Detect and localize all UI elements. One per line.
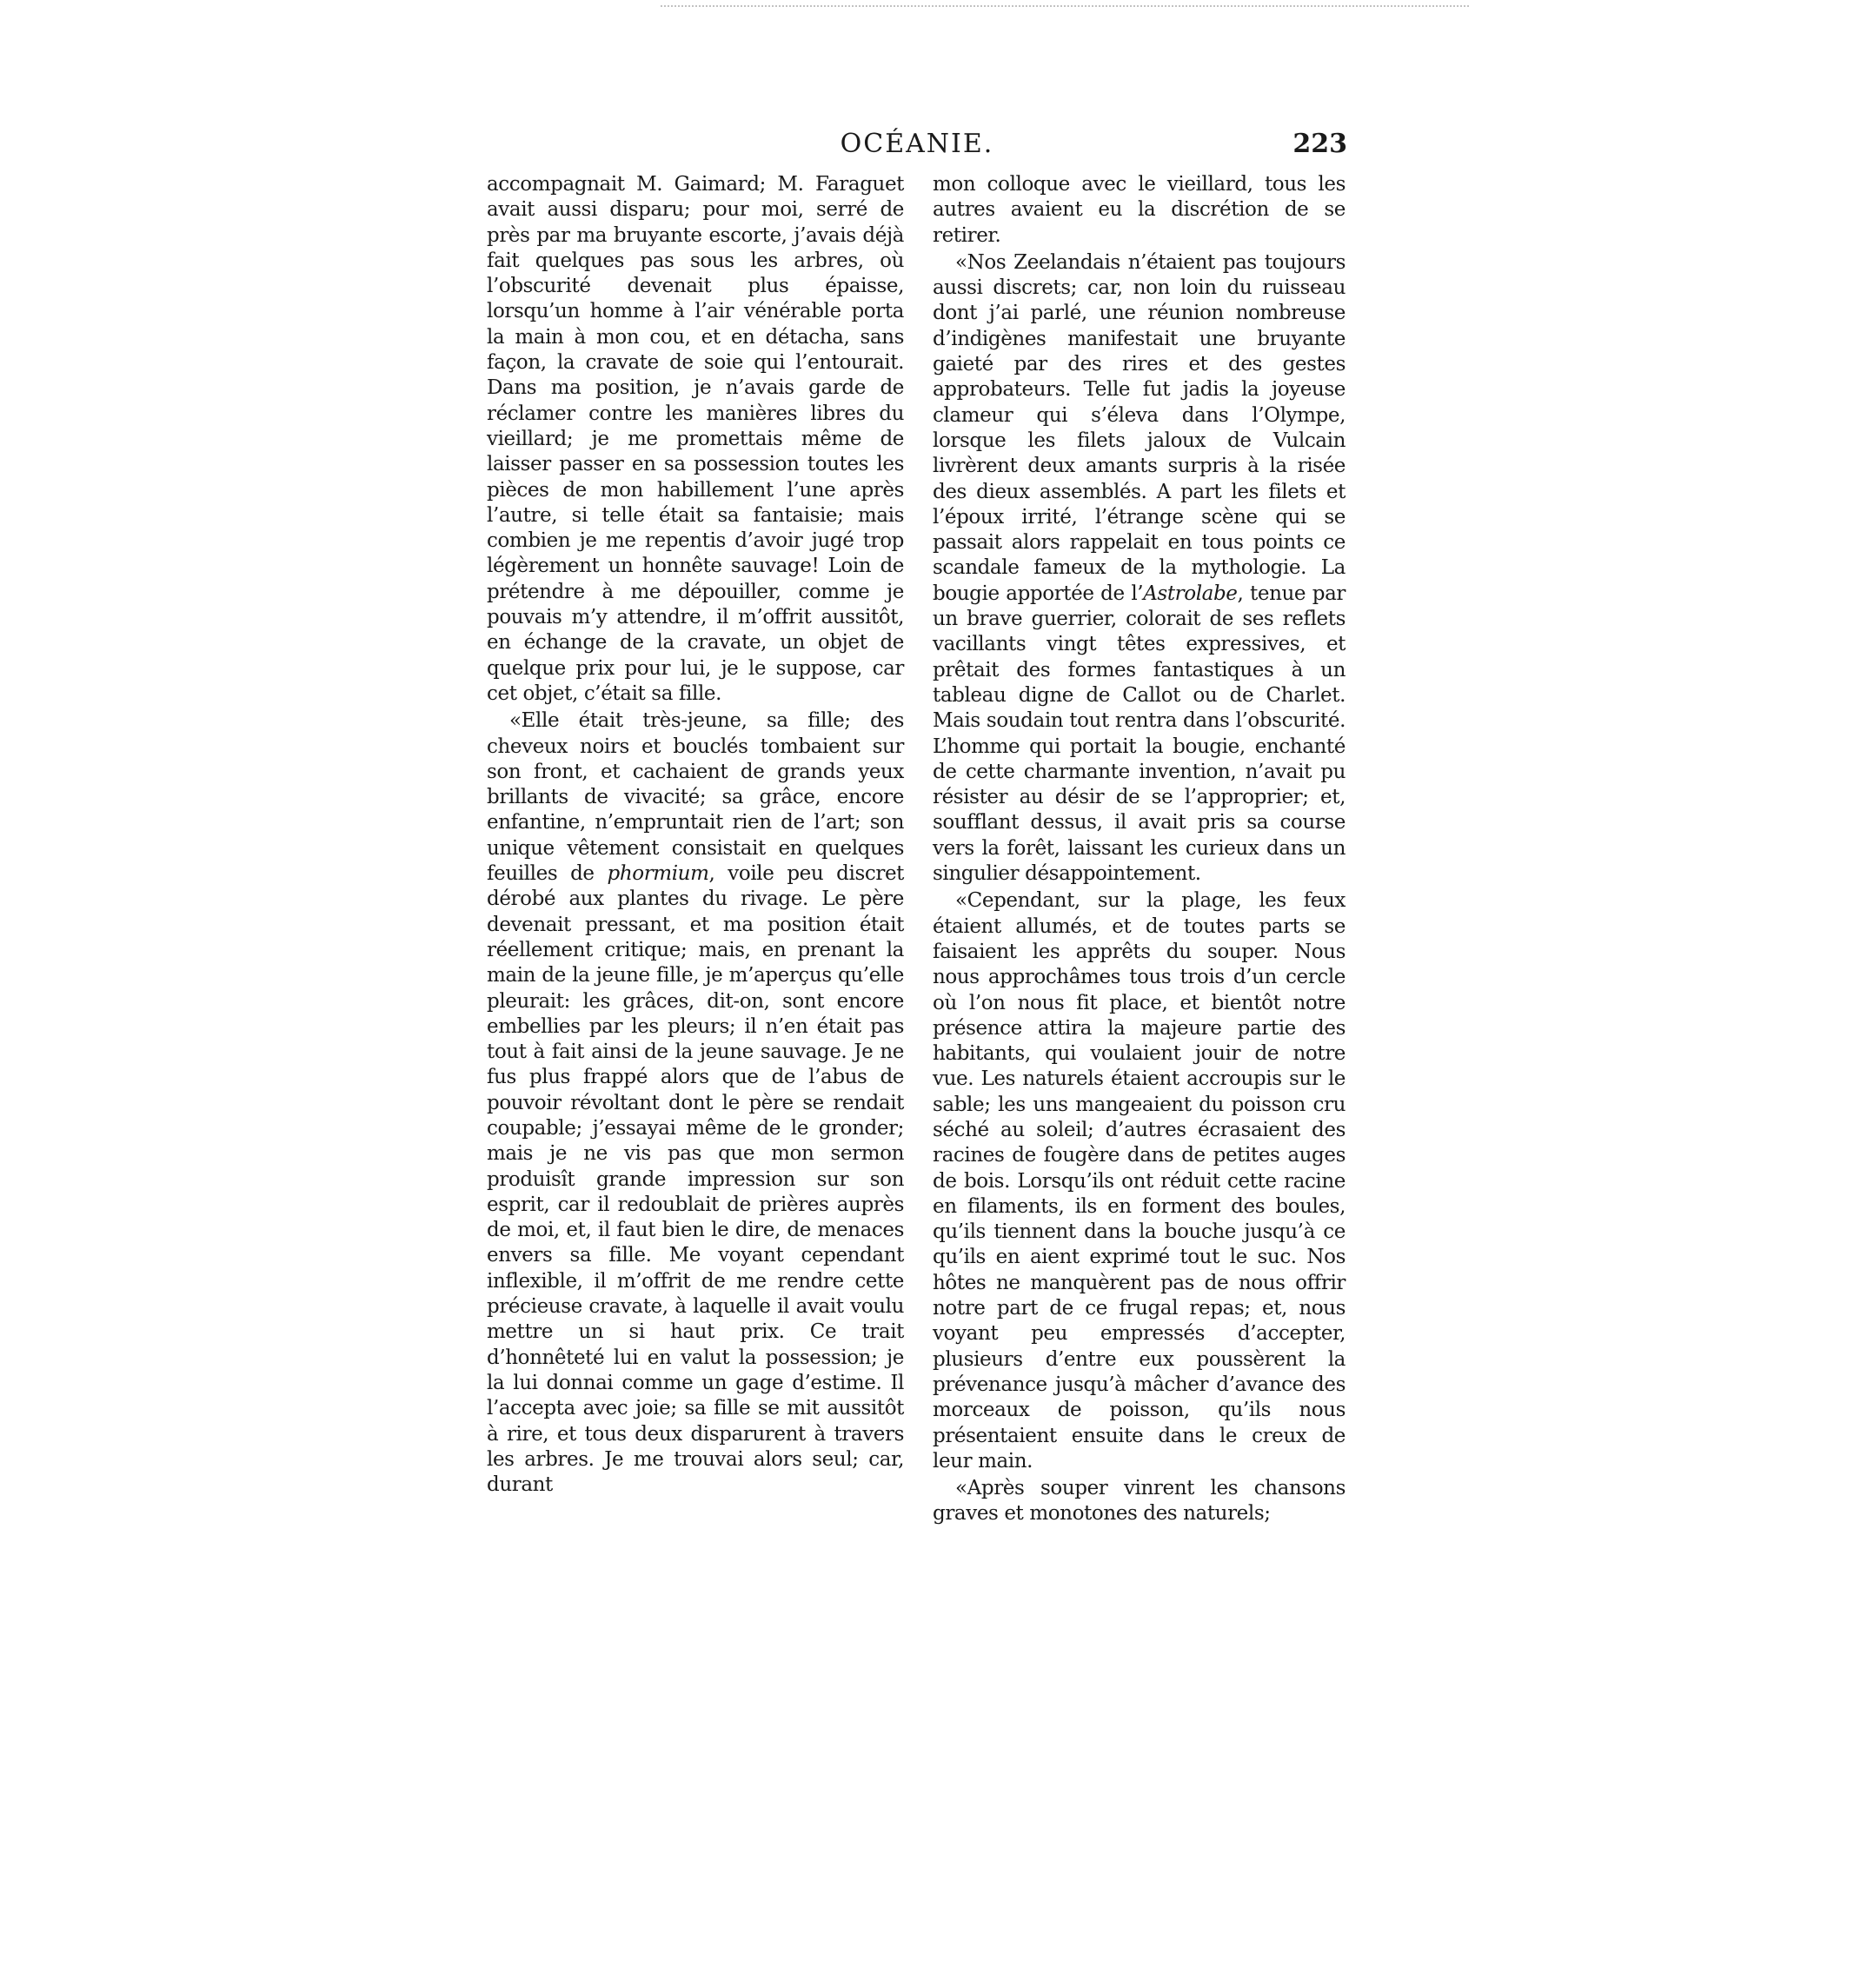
paragraph — [933, 250, 1346, 887]
paragraph-text: , tenue par un brave guerrier, colorait de ses reflets vacillants vingt têtes expressives, et prêtait des formes fantastiques à un tableau digne de Callot ou de Charlet. Mais soudain tout rentra dans l’obscurité. L’homme qui portait la bougie, enchanté de cette charmante invention, n’avait pu résister au désir de se l’approprier; et, soufflant dessus, il avait pris sa course vers la forêt, laissant les curieux dans un singulier désappointement. — [933, 582, 1346, 886]
text-column-right — [933, 172, 1346, 1529]
running-title: OCÉANIE. — [840, 129, 994, 159]
page-header — [487, 127, 1347, 169]
paragraph: mon colloque avec le vieillard, tous les autres avaient eu la discrétion de se retirer. — [933, 173, 1346, 247]
italic-term: Astrolabe — [1143, 582, 1238, 605]
page-number: 223 — [1292, 129, 1347, 159]
italic-term: phormium — [607, 862, 709, 886]
scan-artifact-dots — [661, 5, 1469, 16]
text-column-left — [487, 172, 904, 1499]
paragraph-text: «Elle était très-jeune, sa fille; des cheveux noirs et bouclés tombaient sur son front, et cachaient de grands yeux brillants de vivacité; sa grâce, encore enfantine, n’empruntait rien de l’art; son unique vêtement consistait en quelques feuilles de — [487, 709, 904, 886]
paragraph-text: , voile peu discret dérobé aux plantes du rivage. Le père devenait pressant, et ma position était réellement critique; mais, en prenant la main de la jeune fille, je m’aperçus qu’elle pleurait: les grâces, dit-on, sont encore embellies par les pleurs; il n’en était pas tout à fait ainsi de la jeune sauvage. Je ne fus plus frappé alors que de l’abus de pouvoir révoltant dont le père se rendait coupable; j’essayai même de le gronder; mais je ne vis pas que mon sermon produisît grande impression sur son esprit, car il redoublait de prières auprès de moi, et, il faut bien le dire, de menaces envers sa fille. Me voyant cependant inflexible, il m’offrit de me rendre cette précieuse cravate, à laquelle il avait voulu mettre un si haut prix. Ce trait d’honnêteté lui en valut la possession; je la lui donnai comme un gage d’estime. Il l’accepta avec joie; sa fille se mit aussitôt à rire, et tous deux disparurent à travers les arbres. Je me trouvai alors seul; car, durant — [487, 862, 904, 1497]
paragraph: accompagnait M. Gaimard; M. Faraguet avait aussi disparu; pour moi, serré de près par ma bruyante escorte, j’avais déjà fait quelques pas sous les arbres, où l’obscurité devenait plus épaisse, lorsqu’un homme à l’air vénérable porta la main à mon cou, et en détacha, sans façon, la cravate de soie qui l’entourait. Dans ma position, je n’avais garde de réclamer contre les manières libres du vieillard; je me promettais même de laisser passer en sa possession toutes les pièces de mon habillement l’une après l’autre, si telle était sa fantaisie; mais combien je me repentis d’avoir jugé trop légèrement un honnête sauvage! Loin de prétendre à me dépouiller, comme je pouvais m’y attendre, il m’offrit aussitôt, en échange de la cravate, un objet de quelque prix pour lui, je le suppose, car cet objet, c’était sa fille. — [487, 173, 904, 705]
paragraph-text: «Nos Zeelandais n’étaient pas toujours aussi discrets; car, non loin du ruisseau dont j’ai parlé, une réunion nombreuse d’indigènes manifestait une bruyante gaieté par des rires et des gestes approbateurs. Telle fut jadis la joyeuse clameur qui s’éleva dans l’Olympe, lorsque les filets jaloux de Vulcain livrèrent deux amants surpris à la risée des dieux assemblés. A part les filets et l’époux irrité, l’étrange scène qui se passait alors rappelait en tous points ce scandale fameux de la mythologie. La bougie apportée de l’ — [933, 250, 1346, 605]
paragraph: «Cependant, sur la plage, les feux étaient allumés, et de toutes parts se faisaient les apprêts du souper. Nous nous approchâmes tous trois d’un cercle où l’on nous fit place, et bientôt notre présence attira la majeure partie des habitants, qui voulaient jouir de notre vue. Les naturels étaient accroupis sur le sable; les uns mangeaient du poisson cru séché au soleil; d’autres écrasaient des racines de fougère dans de petites auges de bois. Lorsqu’ils ont réduit cette racine en filaments, ils en forment des boules, qu’ils tiennent dans la bouche jusqu’à ce qu’ils en aient exprimé tout le suc. Nos hôtes ne manquèrent pas de nous offrir notre part de ce frugal repas; et, nous voyant peu empressés d’accepter, plusieurs d’entre eux poussèrent la prévenance jusqu’à mâcher d’avance des morceaux de poisson, qu’ils nous présentaient ensuite dans le creux de leur main. — [933, 889, 1346, 1473]
paragraph — [487, 708, 904, 1498]
paragraph: «Après souper vinrent les chansons graves et monotones des naturels; — [933, 1477, 1346, 1526]
